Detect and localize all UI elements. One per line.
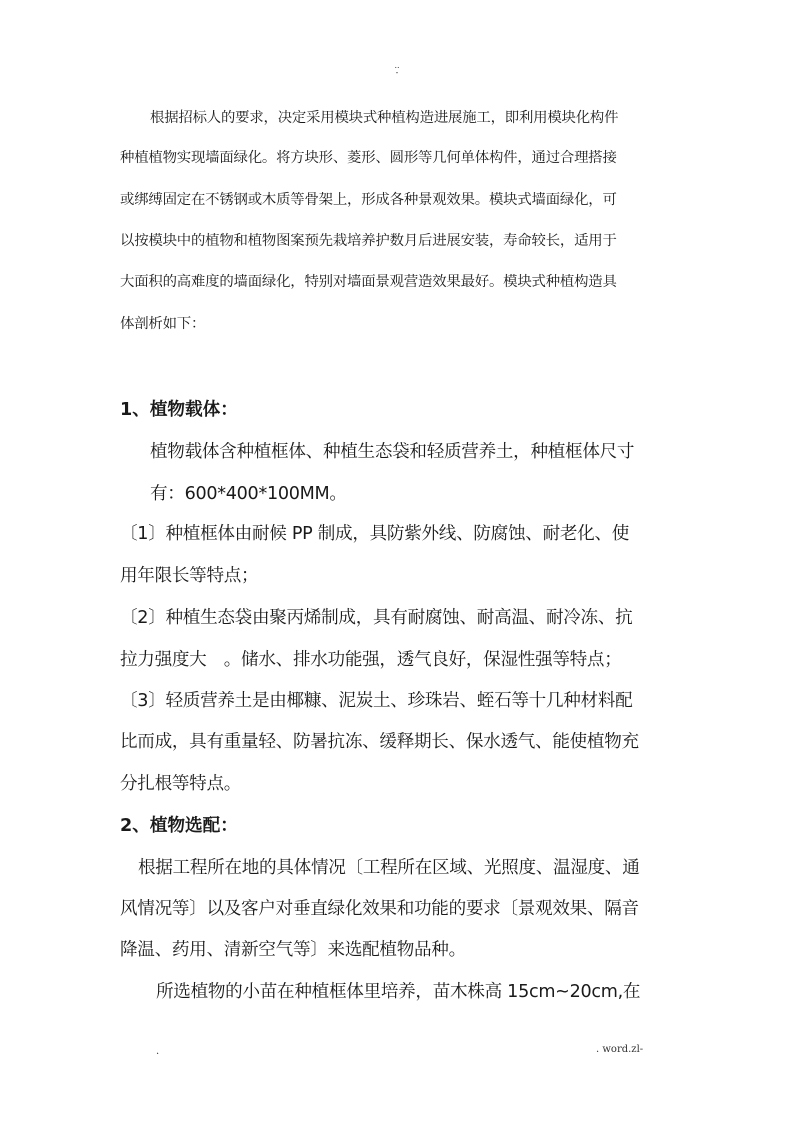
- header-mark-bottom: -: [395, 68, 399, 77]
- body-line: 所选植物的小苗在种植框体里培养，苗木株高 15cm~20cm,在: [156, 982, 641, 1002]
- section-heading-plant-selection: 2、植物选配：: [120, 816, 238, 836]
- intro-line: 或绑缚固定在不锈钢或木质等骨架上，形成各种景观效果。模块式墙面绿化，可: [120, 192, 617, 208]
- header-mark-top: ..: [394, 61, 400, 70]
- body-line: 分扎根等特点。: [120, 774, 242, 794]
- body-line: 有：600*400*100MM。: [150, 484, 347, 504]
- body-line: 植物载体含种植框体、种植生态袋和轻质营养土，种植框体尺寸: [150, 442, 635, 462]
- intro-line: 体剖析如下：: [120, 316, 206, 332]
- footer-left-mark: .: [156, 1046, 160, 1057]
- body-line: 风情况等〕以及客户对垂直绿化效果和功能的要求〔景观效果、隔音: [120, 899, 639, 919]
- intro-line: 大面积的高难度的墙面绿化，特别对墙面景观营造效果最好。模块式种植构造具: [120, 274, 617, 290]
- body-line: 〔1〕种植框体由耐候 PP 制成，具防紫外线、防腐蚀、耐老化、使: [120, 524, 630, 544]
- body-line: 用年限长等特点；: [120, 566, 259, 586]
- section-heading-plant-carrier: 1、植物载体：: [120, 400, 238, 420]
- body-line: 降温、药用、清新空气等〕来选配植物品种。: [120, 940, 466, 960]
- intro-line: 种植植物实现墙面绿化。将方块形、菱形、圆形等几何单体构件，通过合理搭接: [120, 150, 617, 166]
- body-line: 拉力强度大 。储水、排水功能强，透气良好，保湿性强等特点；: [120, 650, 622, 670]
- body-line: 〔2〕种植生态袋由聚丙烯制成，具有耐腐蚀、耐高温、耐冷冻、抗: [120, 608, 633, 628]
- intro-line: 根据招标人的要求，决定采用模块式种植构造进展施工，即利用模块化构件: [150, 110, 619, 126]
- body-line: 〔3〕轻质营养土是由椰糠、泥炭土、珍珠岩、蛭石等十几种材料配: [120, 691, 633, 711]
- footer-watermark: . word.zl-: [596, 1044, 644, 1055]
- body-line: 根据工程所在地的具体情况〔工程所在区域、光照度、温湿度、通: [138, 858, 640, 878]
- intro-line: 以按模块中的植物和植物图案预先栽培养护数月后进展安装，寿命较长，适用于: [120, 233, 617, 249]
- page-header-mark: [0, 62, 794, 76]
- body-line: 比而成，具有重量轻、防暑抗冻、缓释期长、保水透气、能使植物充: [120, 732, 639, 752]
